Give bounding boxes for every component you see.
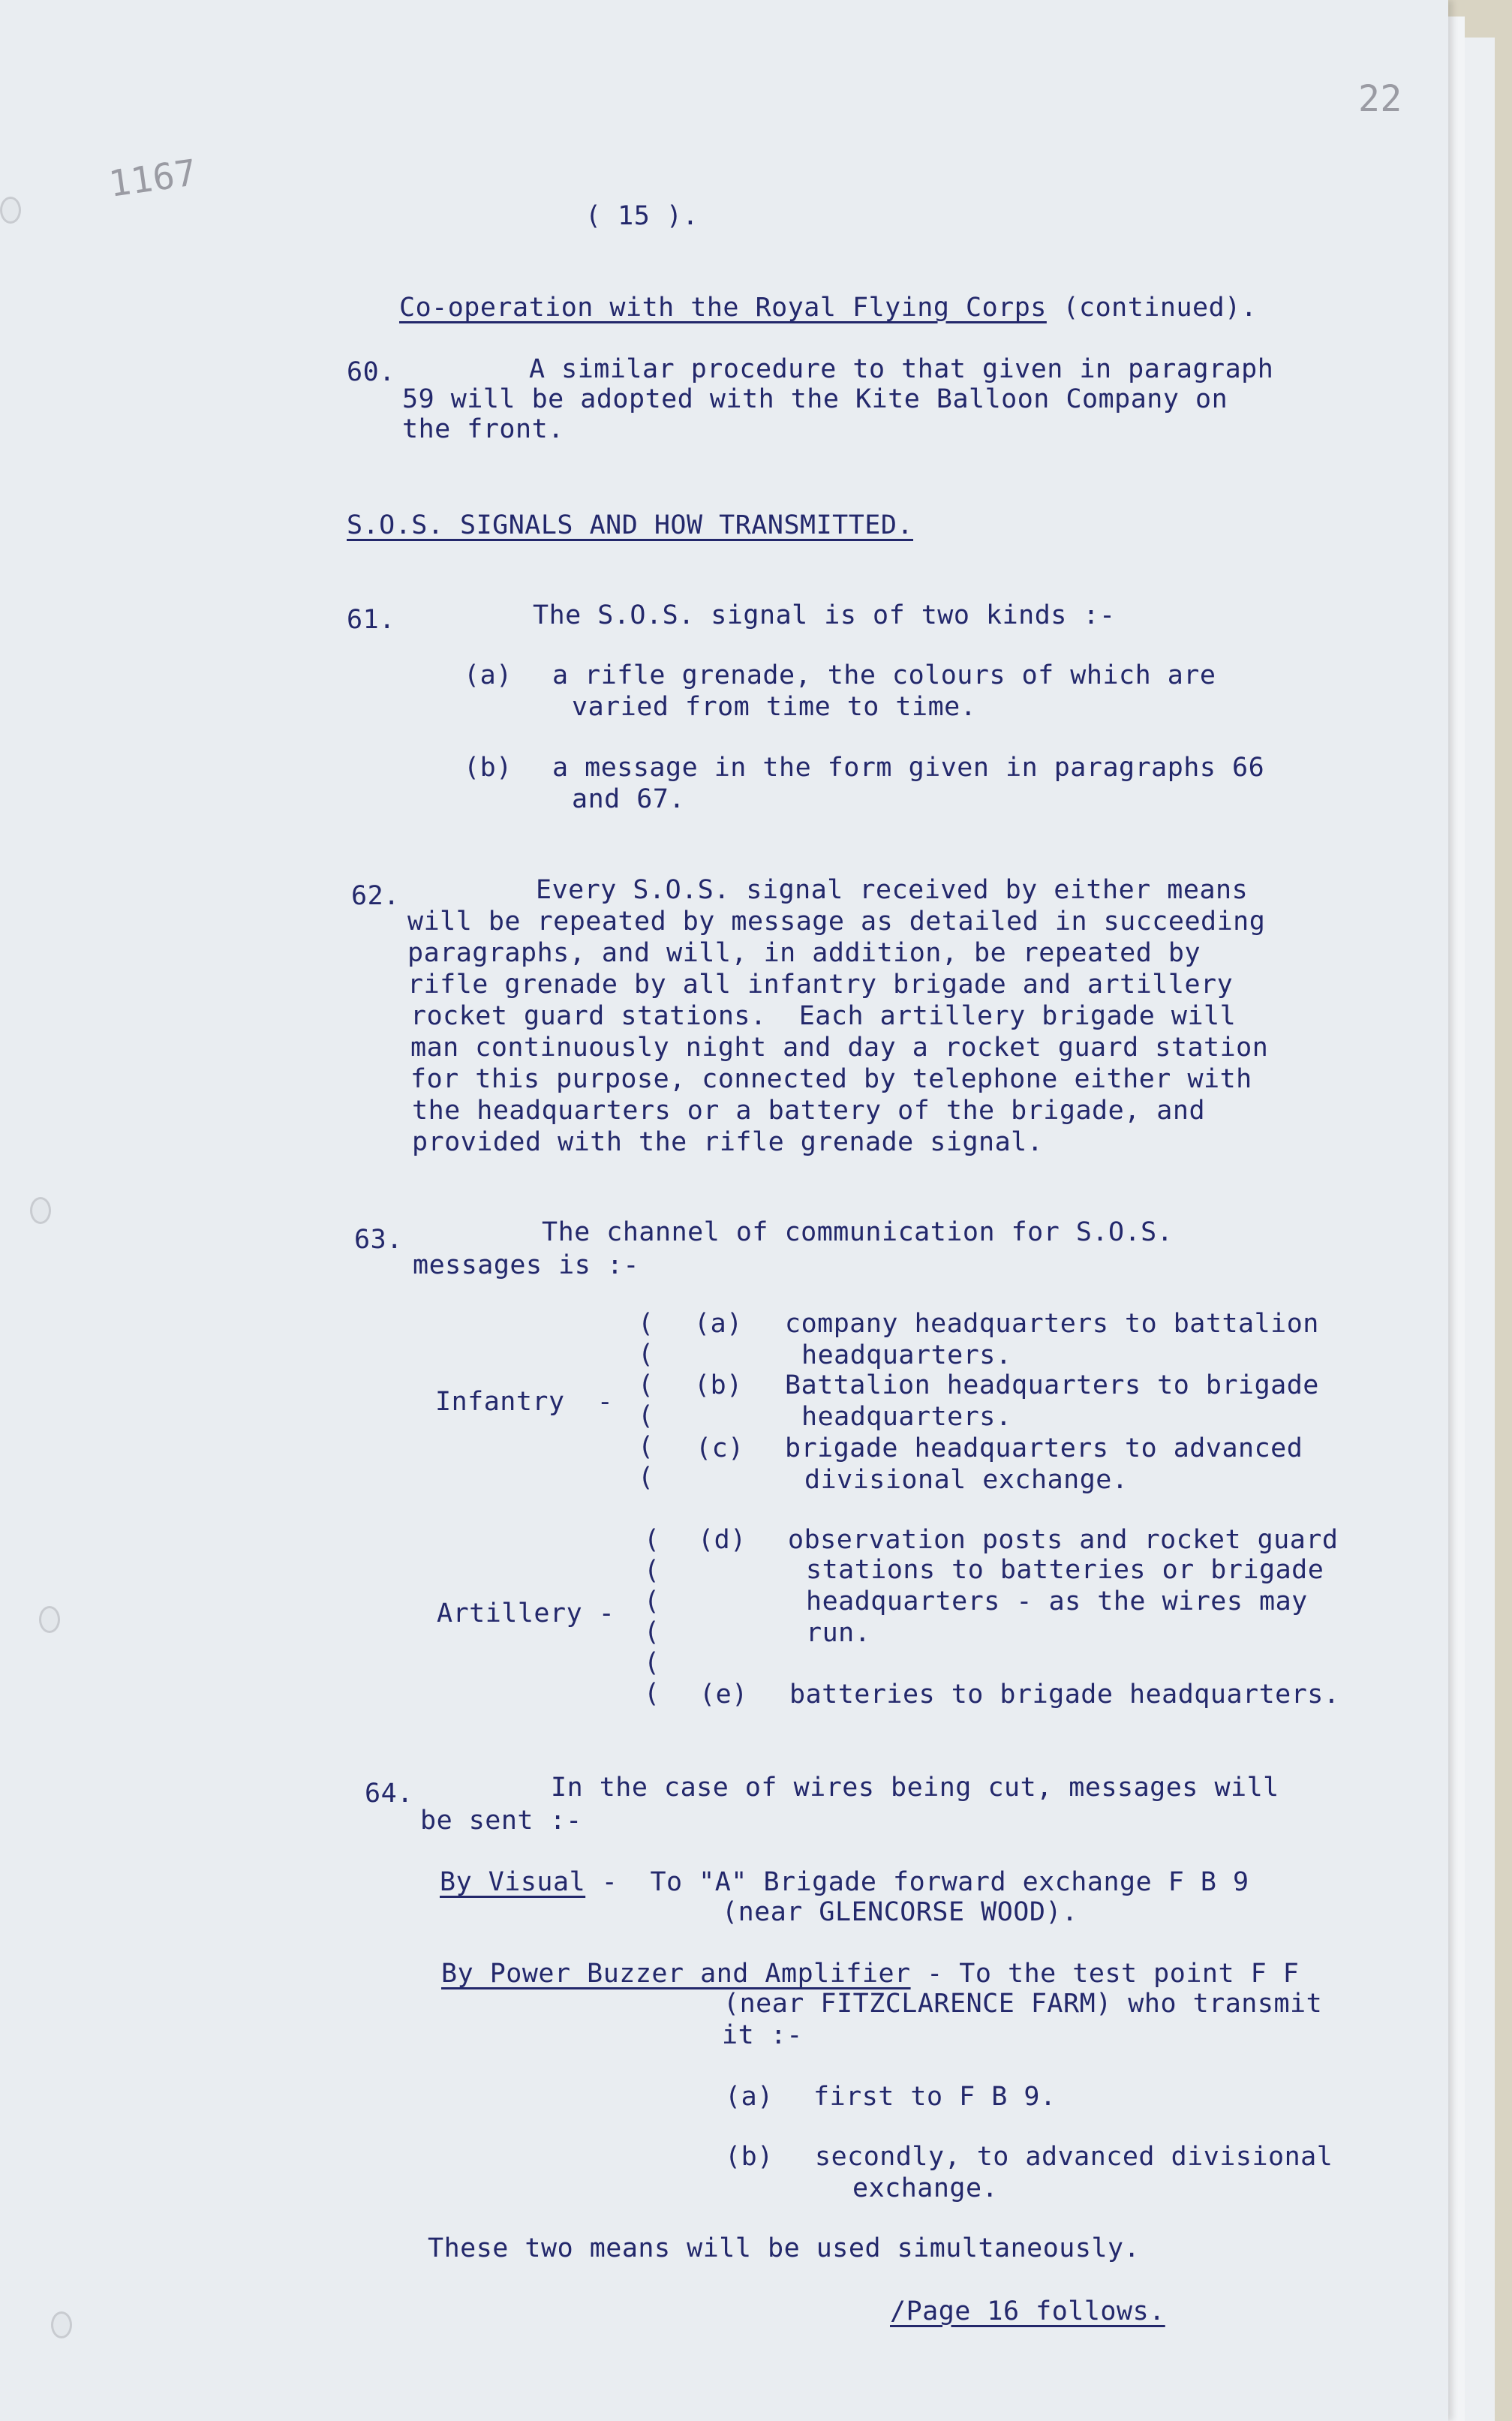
- para-60-number: 60.: [347, 357, 395, 387]
- artillery-label: Artillery -: [437, 1598, 615, 1629]
- para-63-item-mark: (c): [696, 1433, 744, 1463]
- para-61-item-line: a message in the form given in paragraphs 66: [552, 753, 1265, 783]
- by-buzzer-line: [441, 1959, 1299, 1989]
- para-62-line: Every S.O.S. signal received by either means: [536, 875, 1249, 905]
- by-visual-line: [440, 1867, 1249, 1898]
- para-63-item-mark: (a): [694, 1309, 743, 1339]
- para-64-intro: be sent :-: [420, 1806, 582, 1836]
- para-64-item-mark: (a): [725, 2082, 774, 2112]
- by-buzzer-label: By Power Buzzer and Amplifier: [441, 1959, 911, 1989]
- para-62-number: 62.: [351, 881, 400, 911]
- para-64-item-mark: (b): [725, 2142, 774, 2172]
- para-61-number: 61.: [347, 605, 395, 635]
- para-61-item-line: and 67.: [572, 784, 686, 814]
- para-62-line: paragraphs, and will, in addition, be repeated by: [407, 938, 1201, 968]
- para-63-item-line: batteries to brigade headquarters.: [789, 1680, 1340, 1710]
- para-63-item-line: run.: [806, 1618, 871, 1648]
- para-62-line: the headquarters or a battery of the brigade, and: [412, 1096, 1206, 1126]
- para-63-item-mark: (b): [694, 1370, 743, 1400]
- pencil-page-stamp: 22: [1358, 78, 1402, 120]
- para-63-item-line: divisional exchange.: [804, 1465, 1129, 1495]
- by-buzzer-text-cont: (near FITZCLARENCE FARM) who transmit: [723, 1989, 1323, 2019]
- artillery-brace: ( ( ( ( ( (: [644, 1525, 660, 1709]
- punch-hole: [51, 2311, 72, 2338]
- para-62-line: rifle grenade by all infantry brigade and artillery: [407, 970, 1234, 1000]
- page-number: ( 15 ).: [585, 201, 699, 231]
- punch-hole: [30, 1197, 51, 1224]
- by-buzzer-text-cont: it :-: [722, 2020, 803, 2050]
- by-buzzer-text: - To the test point F F: [910, 1959, 1300, 1989]
- section-heading-rfc: [399, 293, 1257, 323]
- para-63-item-line: company headquarters to battalion: [785, 1309, 1319, 1339]
- para-64-closing: These two means will be used simultaneously.: [428, 2233, 1141, 2263]
- para-62-line: will be repeated by message as detailed in succeeding: [407, 907, 1266, 937]
- page-follows-note: /Page 16 follows.: [890, 2296, 1165, 2326]
- para-60-line: the front.: [402, 414, 564, 444]
- para-64-item-line: secondly, to advanced divisional: [815, 2142, 1333, 2172]
- para-62-line: for this purpose, connected by telephone either with: [410, 1064, 1252, 1094]
- para-63-item-line: brigade headquarters to advanced: [785, 1433, 1303, 1463]
- infantry-brace: ( ( ( ( ( (: [638, 1309, 654, 1493]
- para-61-item-line: varied from time to time.: [572, 692, 977, 722]
- para-63-item-line: observation posts and rocket guard: [788, 1525, 1339, 1555]
- para-64-item-line: exchange.: [852, 2173, 999, 2203]
- para-63-intro: messages is :-: [413, 1250, 640, 1280]
- para-63-item-line: Battalion headquarters to brigade: [785, 1370, 1319, 1400]
- para-60-line: A similar procedure to that given in paragraph: [529, 354, 1274, 384]
- section-heading-sos: S.O.S. SIGNALS AND HOW TRANSMITTED.: [347, 510, 914, 540]
- para-61-item-mark: (b): [464, 753, 513, 783]
- para-61-item-mark: (a): [464, 660, 513, 690]
- by-visual-label: By Visual: [440, 1867, 586, 1897]
- para-63-item-line: headquarters.: [801, 1402, 1012, 1432]
- by-visual-text-cont: (near GLENCORSE WOOD).: [722, 1897, 1078, 1927]
- para-62-line: rocket guard stations. Each artillery brigade will: [410, 1001, 1237, 1031]
- para-64-item-line: first to F B 9.: [813, 2082, 1057, 2112]
- para-63-item-mark: (d): [698, 1525, 747, 1555]
- para-63-item-line: headquarters.: [801, 1340, 1012, 1370]
- para-62-line: provided with the rifle grenade signal.: [412, 1127, 1044, 1157]
- pencil-folio-number: 1167: [106, 152, 200, 206]
- para-61-intro: The S.O.S. signal is of two kinds :-: [533, 600, 1116, 630]
- punch-hole: [39, 1606, 60, 1633]
- section-heading-rfc-continued: (continued).: [1046, 293, 1258, 323]
- punch-hole: [0, 197, 21, 224]
- para-63-item-mark: (e): [699, 1680, 748, 1710]
- para-63-number: 63.: [354, 1225, 403, 1255]
- para-63-intro: The channel of communication for S.O.S.: [542, 1217, 1174, 1247]
- para-62-line: man continuously night and day a rocket guard station: [410, 1033, 1269, 1063]
- infantry-label: Infantry -: [435, 1387, 614, 1417]
- para-63-item-line: stations to batteries or brigade: [806, 1555, 1324, 1585]
- para-63-item-line: headquarters - as the wires may: [806, 1586, 1308, 1617]
- para-61-item-line: a rifle grenade, the colours of which are: [552, 660, 1216, 690]
- para-64-number: 64.: [365, 1779, 413, 1809]
- para-60-line: 59 will be adopted with the Kite Balloon Company on: [402, 384, 1228, 414]
- by-visual-text: - To "A" Brigade forward exchange F B 9: [585, 1867, 1249, 1897]
- section-heading-rfc-title: Co-operation with the Royal Flying Corps: [399, 293, 1047, 323]
- para-64-intro: In the case of wires being cut, messages will: [551, 1773, 1279, 1803]
